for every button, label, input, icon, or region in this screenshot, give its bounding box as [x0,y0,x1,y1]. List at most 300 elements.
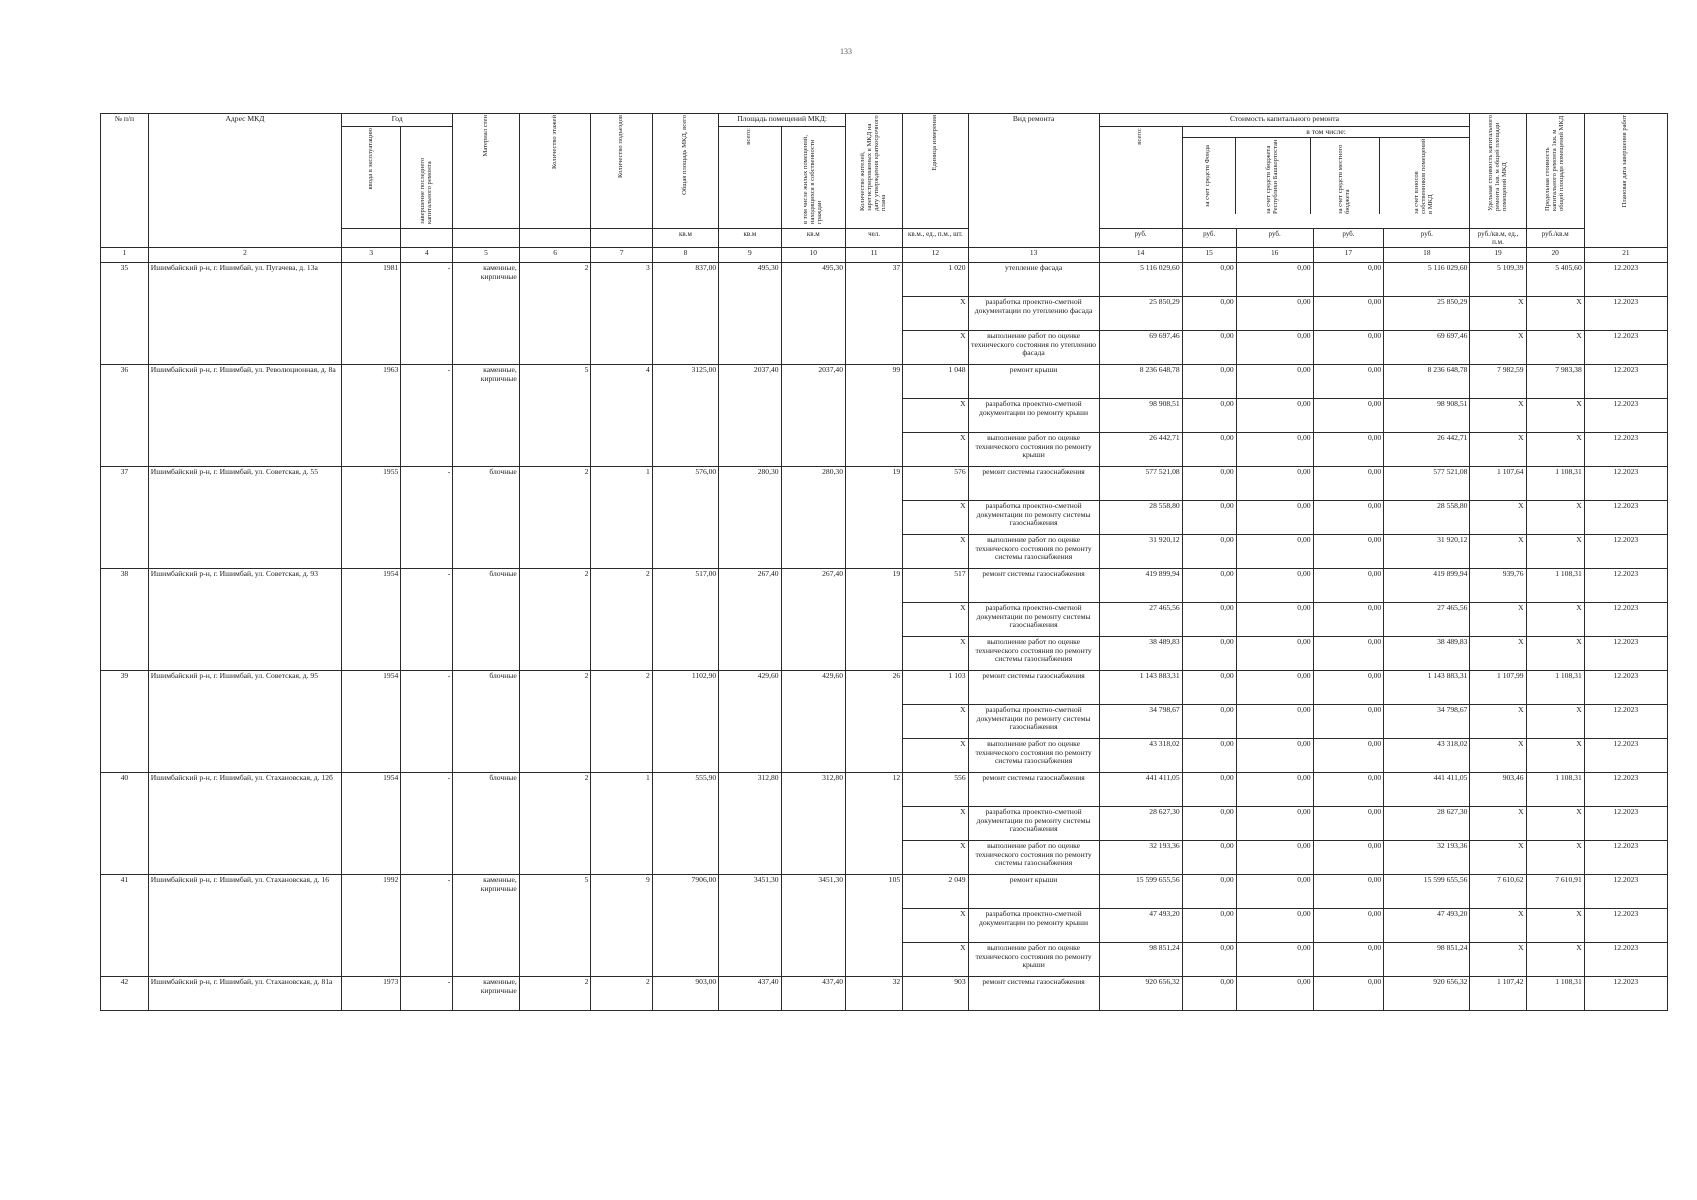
col-material-header: Материал стен [453,114,520,229]
col-year-group-header: Год [342,114,453,127]
work-cost-rep-budget: 0,00 [1236,704,1313,738]
work-specific-cost: 1 107,99 [1470,670,1526,704]
col-address-header: Адрес МКД [148,114,341,248]
work-limit-cost: 1 108,31 [1526,670,1584,704]
house-area-all: 312,80 [719,772,781,874]
work-unit: 517 [903,568,968,602]
work-cost-total: 31 920,12 [1099,534,1182,568]
house-total-area: 1102,90 [652,670,719,772]
work-cost-fund: 0,00 [1182,670,1236,704]
column-number-cell: 15 [1182,247,1236,262]
house-commission-year: 1981 [342,262,401,364]
work-cost-fund: 0,00 [1182,262,1236,296]
house-floors: 2 [519,670,591,772]
column-number-cell: 10 [781,247,845,262]
house-row [101,262,1668,296]
work-cost-owners: 577 521,08 [1384,466,1470,500]
work-unit: 1 048 [903,364,968,398]
work-cost-owners: 8 236 648,78 [1384,364,1470,398]
col-repair-kind-header: Вид ремонта [968,114,1099,248]
work-cost-rep-budget: 0,00 [1236,262,1313,296]
work-cost-fund: 0,00 [1182,466,1236,500]
house-commission-year: 1963 [342,364,401,466]
work-cost-rep-budget: 0,00 [1236,398,1313,432]
work-specific-cost: 7 610,62 [1470,874,1526,908]
work-cost-local-budget: 0,00 [1313,534,1384,568]
work-cost-owners: 47 493,20 [1384,908,1470,942]
work-kind: ремонт системы газоснабжения [968,466,1099,500]
work-limit-cost: 7 610,91 [1526,874,1584,908]
work-kind: выполнение работ по оценке технического состояния по ремонту системы газоснабжения [968,840,1099,874]
house-address: Ишимбайский р-н, г. Ишимбай, ул. Советская, д. 95 [148,670,341,772]
work-cost-total: 38 489,83 [1099,636,1182,670]
work-cost-rep-budget: 0,00 [1236,874,1313,908]
work-specific-cost: X [1470,704,1526,738]
house-row [101,670,1668,704]
work-kind: разработка проектно-сметной документации по ремонту крыши [968,908,1099,942]
work-kind: ремонт системы газоснабжения [968,772,1099,806]
column-number-cell: 9 [719,247,781,262]
work-unit: X [903,738,968,772]
column-number-cell: 16 [1236,247,1313,262]
house-row [101,772,1668,806]
column-numbers-row [101,247,1668,262]
work-unit: X [903,840,968,874]
work-unit: X [903,398,968,432]
work-cost-owners: 5 116 029,60 [1384,262,1470,296]
work-kind: ремонт крыши [968,364,1099,398]
work-cost-fund: 0,00 [1182,942,1236,976]
work-cost-owners: 441 411,05 [1384,772,1470,806]
work-cost-total: 26 442,71 [1099,432,1182,466]
col-cost-group-header: Стоимость капитального ремонта [1099,114,1470,127]
work-cost-fund: 0,00 [1182,534,1236,568]
work-cost-total: 47 493,20 [1099,908,1182,942]
work-cost-fund: 0,00 [1182,364,1236,398]
work-specific-cost: X [1470,432,1526,466]
work-cost-owners: 69 697,46 [1384,330,1470,364]
work-unit: X [903,908,968,942]
house-row [101,568,1668,602]
house-total-area: 7906,00 [652,874,719,976]
house-area-residential: 267,40 [781,568,845,670]
house-area-all: 3451,30 [719,874,781,976]
house-residents: 12 [846,772,903,874]
work-cost-local-budget: 0,00 [1313,364,1384,398]
house-floors: 2 [519,568,591,670]
work-kind: разработка проектно-сметной документации по ремонту крыши [968,398,1099,432]
work-specific-cost: 7 982,59 [1470,364,1526,398]
work-cost-local-budget: 0,00 [1313,466,1384,500]
work-kind: разработка проектно-сметной документации по утеплению фасада [968,296,1099,330]
work-specific-cost: X [1470,806,1526,840]
house-entrances: 1 [591,772,652,874]
work-cost-owners: 25 850,29 [1384,296,1470,330]
work-completion-date: 12.2023 [1584,466,1667,500]
house-number: 35 [101,262,149,364]
house-commission-year: 1954 [342,670,401,772]
work-unit: 903 [903,976,968,1010]
work-limit-cost: 1 108,31 [1526,772,1584,806]
house-total-area: 517,00 [652,568,719,670]
work-unit: 556 [903,772,968,806]
house-commission-year: 1954 [342,772,401,874]
work-kind: выполнение работ по оценке технического состояния по ремонту крыши [968,432,1099,466]
house-residents: 37 [846,262,903,364]
work-completion-date: 12.2023 [1584,704,1667,738]
house-last-repair: - [401,772,453,874]
work-completion-date: 12.2023 [1584,330,1667,364]
work-completion-date: 12.2023 [1584,432,1667,466]
work-completion-date: 12.2023 [1584,262,1667,296]
work-cost-local-budget: 0,00 [1313,772,1384,806]
work-specific-cost: X [1470,534,1526,568]
work-cost-rep-budget: 0,00 [1236,772,1313,806]
work-cost-fund: 0,00 [1182,568,1236,602]
work-cost-total: 27 465,56 [1099,602,1182,636]
work-cost-local-budget: 0,00 [1313,602,1384,636]
house-wall-material: блочные [453,568,520,670]
work-completion-date: 12.2023 [1584,534,1667,568]
work-completion-date: 12.2023 [1584,738,1667,772]
house-area-all: 429,60 [719,670,781,772]
col-total-area-header: Общая площадь МКД, всего [652,114,719,229]
house-row [101,874,1668,908]
work-cost-fund: 0,00 [1182,500,1236,534]
work-limit-cost: 5 405,60 [1526,262,1584,296]
work-cost-fund: 0,00 [1182,296,1236,330]
work-cost-local-budget: 0,00 [1313,330,1384,364]
column-number-cell: 3 [342,247,401,262]
work-specific-cost: X [1470,602,1526,636]
house-commission-year: 1954 [342,568,401,670]
work-unit: 1 020 [903,262,968,296]
work-completion-date: 12.2023 [1584,806,1667,840]
work-kind: ремонт системы газоснабжения [968,976,1099,1010]
col-floors-header: Количество этажей [519,114,591,229]
column-number-cell: 21 [1584,247,1667,262]
work-limit-cost: X [1526,806,1584,840]
work-cost-rep-budget: 0,00 [1236,806,1313,840]
house-number: 41 [101,874,149,976]
work-completion-date: 12.2023 [1584,772,1667,806]
work-kind: ремонт системы газоснабжения [968,568,1099,602]
house-entrances: 2 [591,568,652,670]
house-number: 39 [101,670,149,772]
col-cost-incl-header: в том числе: [1183,127,1470,138]
work-cost-fund: 0,00 [1182,840,1236,874]
work-cost-owners: 43 318,02 [1384,738,1470,772]
house-total-area: 903,00 [652,976,719,1010]
work-limit-cost: X [1526,704,1584,738]
work-cost-rep-budget: 0,00 [1236,500,1313,534]
work-cost-local-budget: 0,00 [1313,398,1384,432]
house-entrances: 3 [591,262,652,364]
house-wall-material: каменные, кирпичные [453,364,520,466]
house-address: Ишимбайский р-н, г. Ишимбай, ул. Стахановская, д. 12б [148,772,341,874]
house-number: 42 [101,976,149,1010]
column-number-cell: 1 [101,247,149,262]
units-row: кв.м кв.м кв.м чел. кв.м., ед., п.м., шт. руб. руб. руб. руб. руб. руб./кв.м, ед., п.м. руб./кв.м [101,228,1668,247]
work-cost-rep-budget: 0,00 [1236,602,1313,636]
work-cost-fund: 0,00 [1182,806,1236,840]
work-cost-total: 69 697,46 [1099,330,1182,364]
house-total-area: 576,00 [652,466,719,568]
house-commission-year: 1992 [342,874,401,976]
work-cost-local-budget: 0,00 [1313,500,1384,534]
work-cost-rep-budget: 0,00 [1236,738,1313,772]
work-cost-local-budget: 0,00 [1313,806,1384,840]
col-cost-incl-group [1182,127,1470,229]
work-cost-total: 98 908,51 [1099,398,1182,432]
house-residents: 19 [846,466,903,568]
work-cost-fund: 0,00 [1182,976,1236,1010]
work-kind: утепление фасада [968,262,1099,296]
house-residents: 19 [846,568,903,670]
house-number: 37 [101,466,149,568]
work-completion-date: 12.2023 [1584,296,1667,330]
house-floors: 5 [519,364,591,466]
house-area-residential: 2037,40 [781,364,845,466]
work-unit: X [903,602,968,636]
work-specific-cost: X [1470,636,1526,670]
column-number-cell: 11 [846,247,903,262]
work-cost-local-budget: 0,00 [1313,568,1384,602]
house-total-area: 555,90 [652,772,719,874]
house-last-repair: - [401,874,453,976]
house-entrances: 4 [591,364,652,466]
work-completion-date: 12.2023 [1584,908,1667,942]
house-residents: 99 [846,364,903,466]
work-cost-fund: 0,00 [1182,602,1236,636]
work-limit-cost: 7 983,38 [1526,364,1584,398]
work-limit-cost: X [1526,432,1584,466]
col-cost-total-header: всего: [1099,127,1182,229]
work-cost-total: 98 851,24 [1099,942,1182,976]
work-cost-total: 577 521,08 [1099,466,1182,500]
work-cost-owners: 27 465,56 [1384,602,1470,636]
house-last-repair: - [401,262,453,364]
house-area-residential: 429,60 [781,670,845,772]
work-cost-local-budget: 0,00 [1313,908,1384,942]
work-limit-cost: X [1526,398,1584,432]
unit-total-cost: руб. [1099,228,1182,247]
house-number: 40 [101,772,149,874]
house-wall-material: блочные [453,670,520,772]
house-area-all: 437,40 [719,976,781,1010]
work-cost-total: 1 143 883,31 [1099,670,1182,704]
work-specific-cost: 939,76 [1470,568,1526,602]
work-limit-cost: X [1526,942,1584,976]
work-specific-cost: X [1470,908,1526,942]
house-number: 36 [101,364,149,466]
work-limit-cost: 1 108,31 [1526,466,1584,500]
work-cost-owners: 15 599 655,56 [1384,874,1470,908]
house-address: Ишимбайский р-н, г. Ишимбай, ул. Советская, д. 55 [148,466,341,568]
col-specific-cost-header: Удельная стоимость капитального ремонта 1кв. м общей площади помещений МКД [1470,114,1526,229]
house-wall-material: каменные, кирпичные [453,874,520,976]
col-number-header: № п/п [101,114,149,248]
house-residents: 32 [846,976,903,1010]
column-number-cell: 8 [652,247,719,262]
work-cost-total: 441 411,05 [1099,772,1182,806]
house-entrances: 1 [591,466,652,568]
work-unit: X [903,942,968,976]
work-specific-cost: X [1470,942,1526,976]
house-wall-material: каменные, кирпичные [453,262,520,364]
col-area-residential-header: в том числе жилых помещений, находящихся в собственности граждан [781,127,845,229]
work-cost-rep-budget: 0,00 [1236,840,1313,874]
house-last-repair: - [401,466,453,568]
work-cost-owners: 31 920,12 [1384,534,1470,568]
work-cost-rep-budget: 0,00 [1236,908,1313,942]
col-unit-header: Единица измерения [903,114,968,229]
work-specific-cost: X [1470,398,1526,432]
column-number-cell: 13 [968,247,1099,262]
house-last-repair: - [401,364,453,466]
work-cost-total: 28 558,80 [1099,500,1182,534]
work-cost-fund: 0,00 [1182,908,1236,942]
house-total-area: 3125,00 [652,364,719,466]
col-area-group-header: Площадь помещений МКД: [719,114,846,127]
house-area-all: 280,30 [719,466,781,568]
work-cost-total: 28 627,30 [1099,806,1182,840]
house-entrances: 9 [591,874,652,976]
work-limit-cost: X [1526,738,1584,772]
work-cost-total: 920 656,32 [1099,976,1182,1010]
work-cost-owners: 28 627,30 [1384,806,1470,840]
house-area-all: 2037,40 [719,364,781,466]
work-limit-cost: X [1526,500,1584,534]
work-completion-date: 12.2023 [1584,364,1667,398]
page-number: 133 [840,47,852,56]
house-entrances: 2 [591,976,652,1010]
work-cost-owners: 32 193,36 [1384,840,1470,874]
house-floors: 5 [519,874,591,976]
column-number-cell: 5 [453,247,520,262]
column-number-cell: 19 [1470,247,1526,262]
work-cost-total: 32 193,36 [1099,840,1182,874]
work-cost-rep-budget: 0,00 [1236,568,1313,602]
house-total-area: 837,00 [652,262,719,364]
work-kind: ремонт крыши [968,874,1099,908]
work-completion-date: 12.2023 [1584,500,1667,534]
work-cost-rep-budget: 0,00 [1236,330,1313,364]
work-limit-cost: X [1526,330,1584,364]
work-cost-rep-budget: 0,00 [1236,364,1313,398]
work-cost-owners: 28 558,80 [1384,500,1470,534]
work-completion-date: 12.2023 [1584,602,1667,636]
work-cost-local-budget: 0,00 [1313,636,1384,670]
work-cost-rep-budget: 0,00 [1236,534,1313,568]
work-limit-cost: X [1526,908,1584,942]
house-last-repair: - [401,670,453,772]
work-specific-cost: X [1470,296,1526,330]
work-completion-date: 12.2023 [1584,568,1667,602]
work-limit-cost: X [1526,602,1584,636]
house-row [101,364,1668,398]
column-number-cell: 18 [1384,247,1470,262]
house-area-residential: 3451,30 [781,874,845,976]
col-area-all-header: всего: [719,127,781,229]
work-unit: 2 049 [903,874,968,908]
work-cost-owners: 419 899,94 [1384,568,1470,602]
work-cost-local-budget: 0,00 [1313,262,1384,296]
col-fund-header: за счет средств Фонда [1183,138,1236,214]
house-commission-year: 1955 [342,466,401,568]
house-wall-material: каменные, кирпичные [453,976,520,1010]
work-specific-cost: X [1470,840,1526,874]
column-number-cell: 2 [148,247,341,262]
work-limit-cost: X [1526,296,1584,330]
work-unit: 576 [903,466,968,500]
work-unit: X [903,636,968,670]
house-address: Ишимбайский р-н, г. Ишимбай, ул. Пугачева, д. 13а [148,262,341,364]
house-address: Ишимбайский р-н, г. Ишимбай, ул. Советская, д. 93 [148,568,341,670]
column-number-cell: 12 [903,247,968,262]
house-floors: 2 [519,466,591,568]
work-cost-total: 34 798,67 [1099,704,1182,738]
work-completion-date: 12.2023 [1584,942,1667,976]
work-cost-owners: 1 143 883,31 [1384,670,1470,704]
work-cost-local-budget: 0,00 [1313,840,1384,874]
house-area-residential: 312,80 [781,772,845,874]
work-cost-fund: 0,00 [1182,432,1236,466]
column-number-cell: 6 [519,247,591,262]
work-cost-fund: 0,00 [1182,704,1236,738]
work-cost-local-budget: 0,00 [1313,670,1384,704]
work-specific-cost: 1 107,64 [1470,466,1526,500]
work-completion-date: 12.2023 [1584,874,1667,908]
work-cost-rep-budget: 0,00 [1236,670,1313,704]
house-area-residential: 495,30 [781,262,845,364]
work-cost-local-budget: 0,00 [1313,432,1384,466]
column-number-cell: 7 [591,247,652,262]
work-unit: X [903,534,968,568]
work-specific-cost: X [1470,738,1526,772]
work-kind: разработка проектно-сметной документации по ремонту системы газоснабжения [968,704,1099,738]
work-cost-owners: 98 851,24 [1384,942,1470,976]
house-area-all: 495,30 [719,262,781,364]
house-address: Ишимбайский р-н, г. Ишимбай, ул. Стахановская, д. 81а [148,976,341,1010]
work-cost-rep-budget: 0,00 [1236,432,1313,466]
column-number-cell: 14 [1099,247,1182,262]
work-limit-cost: 1 108,31 [1526,568,1584,602]
work-cost-rep-budget: 0,00 [1236,942,1313,976]
work-cost-fund: 0,00 [1182,874,1236,908]
work-unit: X [903,500,968,534]
work-cost-total: 43 318,02 [1099,738,1182,772]
work-unit: 1 103 [903,670,968,704]
work-unit: X [903,330,968,364]
work-cost-owners: 920 656,32 [1384,976,1470,1010]
work-cost-total: 8 236 648,78 [1099,364,1182,398]
work-cost-owners: 98 908,51 [1384,398,1470,432]
col-entrances-header: Количество подъездов [591,114,652,229]
work-completion-date: 12.2023 [1584,840,1667,874]
house-floors: 2 [519,262,591,364]
work-cost-total: 5 116 029,60 [1099,262,1182,296]
col-last-repair-header: завершение последнего капитального ремонта [401,127,453,229]
house-address: Ишимбайский р-н, г. Ишимбай, ул. Революционная, д. 8а [148,364,341,466]
work-completion-date: 12.2023 [1584,670,1667,704]
work-specific-cost: 5 109,39 [1470,262,1526,296]
work-cost-fund: 0,00 [1182,398,1236,432]
work-cost-local-budget: 0,00 [1313,738,1384,772]
work-cost-local-budget: 0,00 [1313,874,1384,908]
work-cost-local-budget: 0,00 [1313,942,1384,976]
house-area-residential: 280,30 [781,466,845,568]
